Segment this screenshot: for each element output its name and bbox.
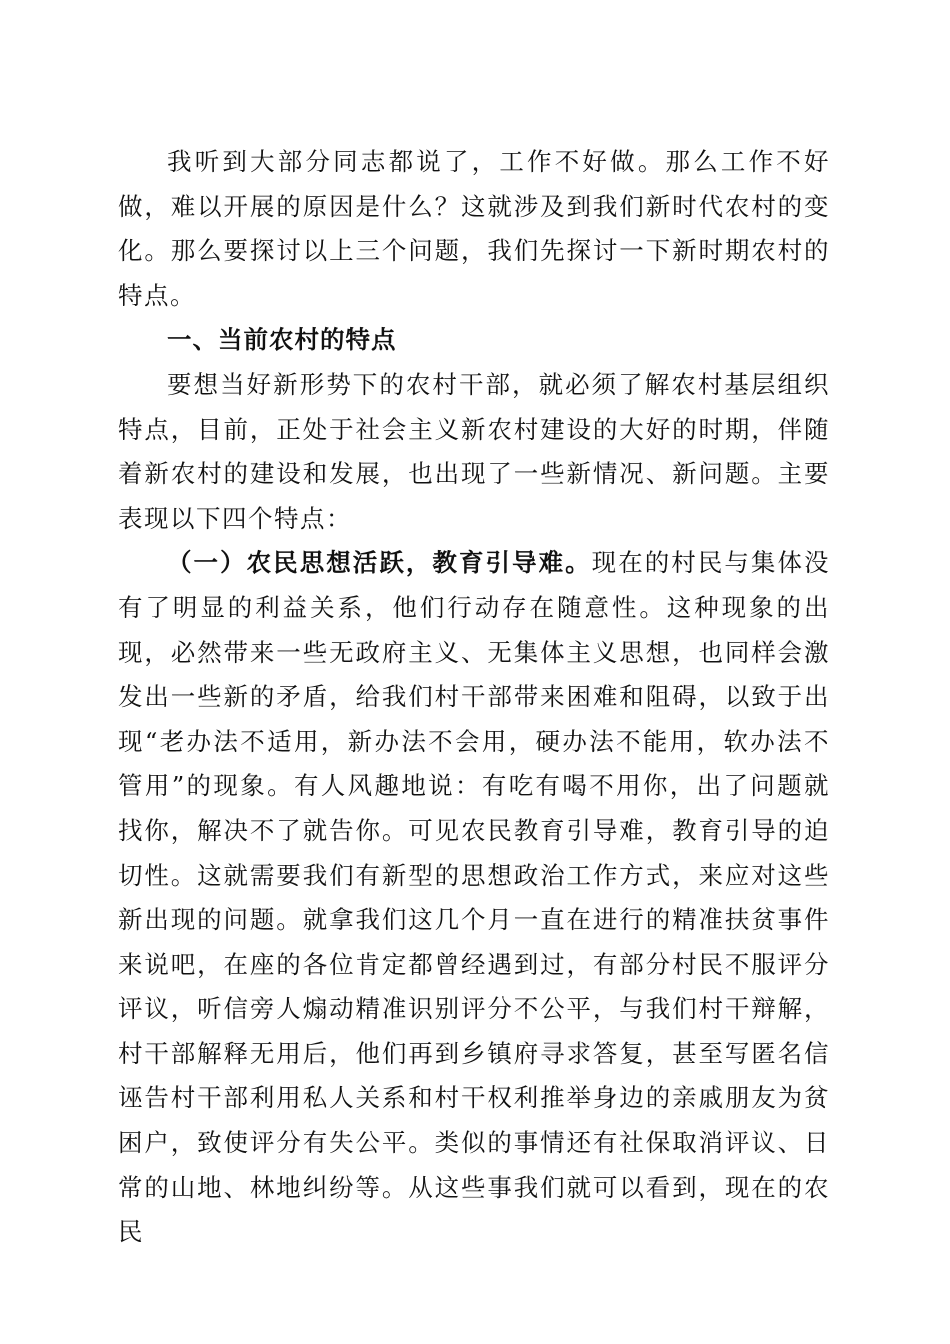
document-page <box>118 140 830 1255</box>
section-heading: 一、当前农村的特点 <box>167 325 397 355</box>
point-1-paragraph <box>118 541 830 1255</box>
intro-paragraph: 我听到大部分同志都说了，工作不好做。那么工作不好做，难以开展的原因是什么？这就涉及到我们新时代农村的变化。那么要探讨以上三个问题，我们先探讨一下新时期农村的特点。 <box>118 147 830 310</box>
section-intro-paragraph: 要想当好新形势下的农村干部，就必须了解农村基层组织特点，目前，正处于社会主义新农村建设的大好的时期，伴随着新农村的建设和发展，也出现了一些新情况、新问题。主要表现以下四个特点： <box>118 369 830 533</box>
point-1-body: 现在的村民与集体没有了明显的利益关系，他们行动存在随意性。这种现象的出现，必然带来一些无政府主义、无集体主义思想，也同样会激发出一些新的矛盾，给我们村干部带来困难和阻碍，以致于出现“老办法不适用，新办法不会用，硬办法不能用，软办法不管用”的现象。有人风趣地说：有吃有喝不用你，出了问题就找你，解决不了就告你。可见农民教育引导难，教育引导的迫切性。这就需要我们有新型的思想政治工作方式，来应对这些新出现的问题。就拿我们这几个月一直在进行的精准扶贫事件来说吧，在座的各位肯定都曾经遇到过，有部分村民不服评分评议，听信旁人煽动精准识别评分不公平，与我们村干辩解，村干部解释无用后，他们再到乡镇府寻求答复，甚至写匿名信诬告村干部利用私人关系和村干权利推举身边的亲戚朋友为贫困户，致使评分有失公平。类似的事情还有社保取消评议、日常的山地、林地纠纷等。从这些事我们就可以看到，现在的农民 <box>118 548 831 1247</box>
point-1-lead: （一）农民思想活跃，教育引导难。 <box>167 548 592 578</box>
